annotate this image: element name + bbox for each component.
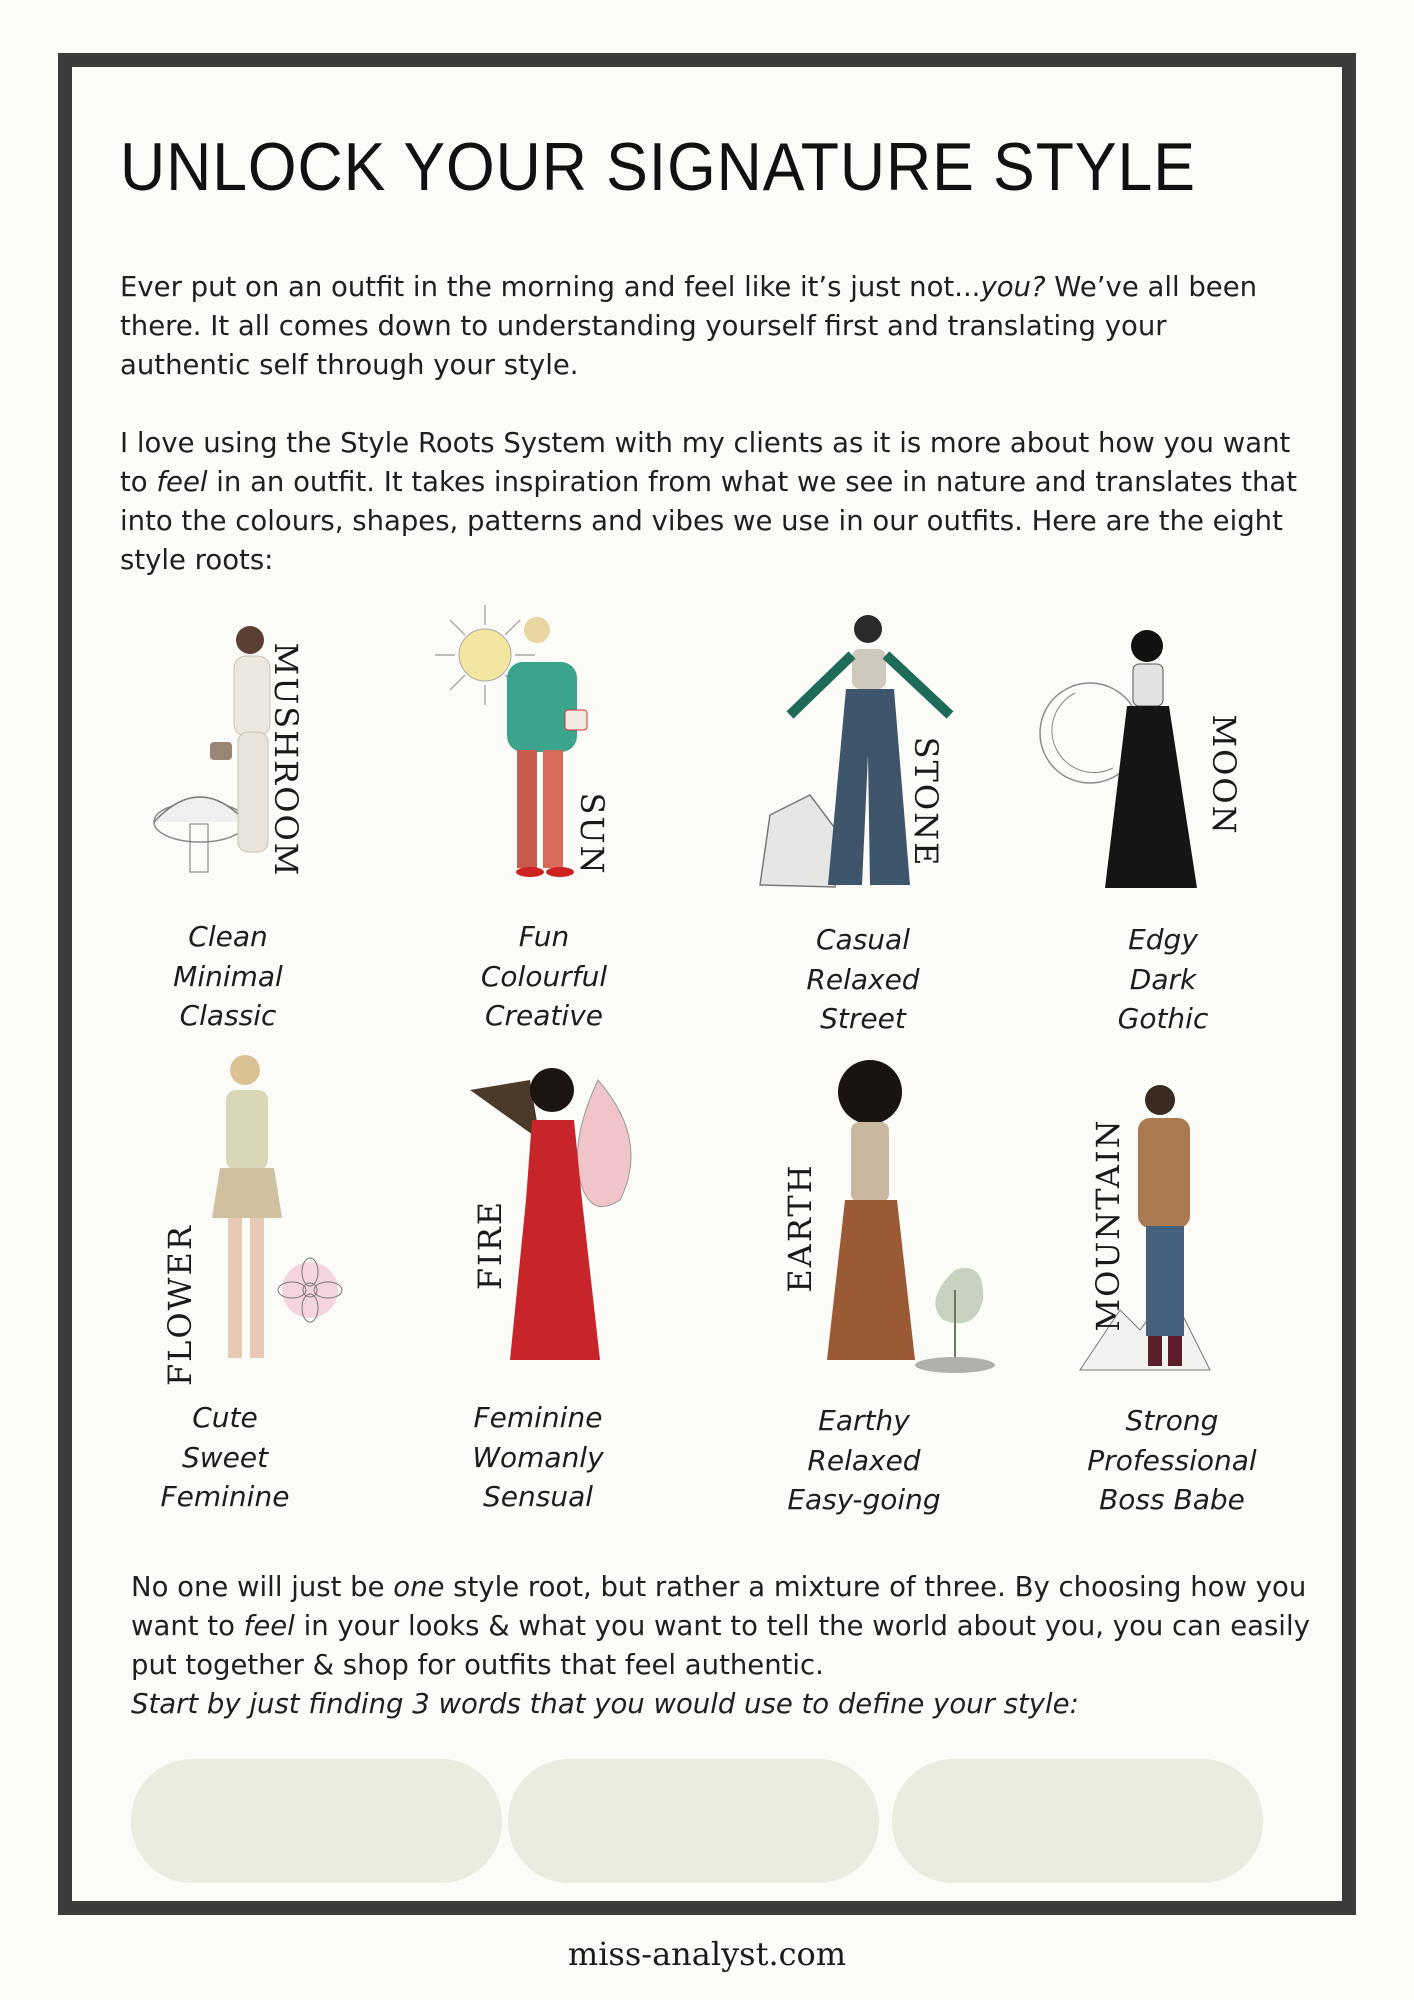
trait: Strong [1125, 1404, 1219, 1437]
intro-emphasis: feel [156, 466, 208, 498]
trait: Cute [192, 1401, 258, 1434]
footer-website: miss-analyst.com [567, 1935, 847, 1973]
trait: Sensual [482, 1480, 594, 1513]
page-title: UNLOCK YOUR SIGNATURE STYLE [120, 129, 1196, 205]
trait: Street [820, 1002, 906, 1035]
trait: Dark [1129, 962, 1197, 996]
style-words-prompt: Start by just finding 3 words that you would use to define your style: [131, 1688, 1079, 1720]
root-name-earth: EARTH [781, 1163, 819, 1293]
mushroom-figure-illustration [130, 612, 290, 892]
trait: Womanly [472, 1440, 604, 1474]
traits-sun [424, 917, 664, 1036]
traits-mushroom [108, 917, 348, 1036]
trait: Relaxed [807, 1443, 921, 1477]
trait: Easy-going [787, 1483, 941, 1516]
trait: Earthy [818, 1404, 910, 1437]
closing-text: in your looks & what you want to tell the world about you, you can easily put together & shop for outfits that feel authentic. [131, 1610, 1310, 1681]
intro-paragraph-1 [120, 268, 1300, 385]
intro-text: We’ve all been there. It all comes down to understanding yourself first and translating your authentic self through your style. [120, 271, 1258, 381]
intro-text: Ever put on an outfit in the morning and feel like it’s just not... [120, 271, 981, 303]
flower-figure-illustration [190, 1050, 350, 1390]
root-name-moon: MOON [1205, 714, 1243, 836]
traits-fire [418, 1398, 658, 1517]
trait: Feminine [160, 1480, 290, 1513]
root-name-flower: FLOWER [161, 1223, 199, 1387]
traits-mountain [1052, 1401, 1292, 1520]
closing-emphasis: feel [243, 1610, 295, 1642]
trait: Sweet [181, 1440, 269, 1474]
style-word-input-3[interactable] [892, 1759, 1263, 1883]
trait: Relaxed [806, 962, 920, 996]
trait: Fun [518, 920, 570, 953]
earth-figure-illustration [815, 1060, 1000, 1380]
root-name-mushroom: MUSHROOM [267, 642, 305, 878]
traits-moon [1043, 920, 1283, 1039]
style-word-input-2[interactable] [508, 1759, 879, 1883]
closing-text: No one will just be [131, 1571, 394, 1603]
intro-text: I love using the Style Roots System with my clients as it is more about how you want to [120, 427, 1291, 498]
intro-emphasis: you? [980, 271, 1046, 303]
closing-emphasis: one [393, 1571, 445, 1603]
traits-stone [743, 920, 983, 1039]
intro-paragraph-2 [120, 424, 1300, 580]
trait: Gothic [1117, 1002, 1209, 1035]
trait: Casual [816, 923, 910, 956]
closing-text: style root, but rather a mixture of three. By choosing how you want to [131, 1571, 1307, 1642]
moon-figure-illustration [1035, 618, 1215, 903]
root-name-mountain: MOUNTAIN [1089, 1118, 1127, 1332]
trait: Minimal [173, 959, 283, 993]
trait: Boss Babe [1099, 1483, 1245, 1516]
root-name-sun: SUN [573, 792, 611, 876]
intro-text: in an outfit. It takes inspiration from what we see in nature and translates that into the colours, shapes, patterns and vibes we use in our outfits. Here are the eight style roots: [120, 466, 1298, 576]
style-word-input-1[interactable] [131, 1759, 502, 1883]
trait: Clean [188, 920, 268, 953]
trait: Edgy [1128, 923, 1198, 956]
trait: Creative [484, 999, 603, 1032]
trait: Colourful [480, 959, 608, 993]
closing-paragraph [131, 1568, 1321, 1724]
traits-earth [744, 1401, 984, 1520]
trait: Feminine [473, 1401, 603, 1434]
root-name-fire: FIRE [471, 1199, 509, 1291]
root-name-stone: STONE [907, 736, 945, 868]
traits-flower [105, 1398, 345, 1517]
trait: Professional [1087, 1443, 1257, 1477]
trait: Classic [179, 999, 277, 1032]
